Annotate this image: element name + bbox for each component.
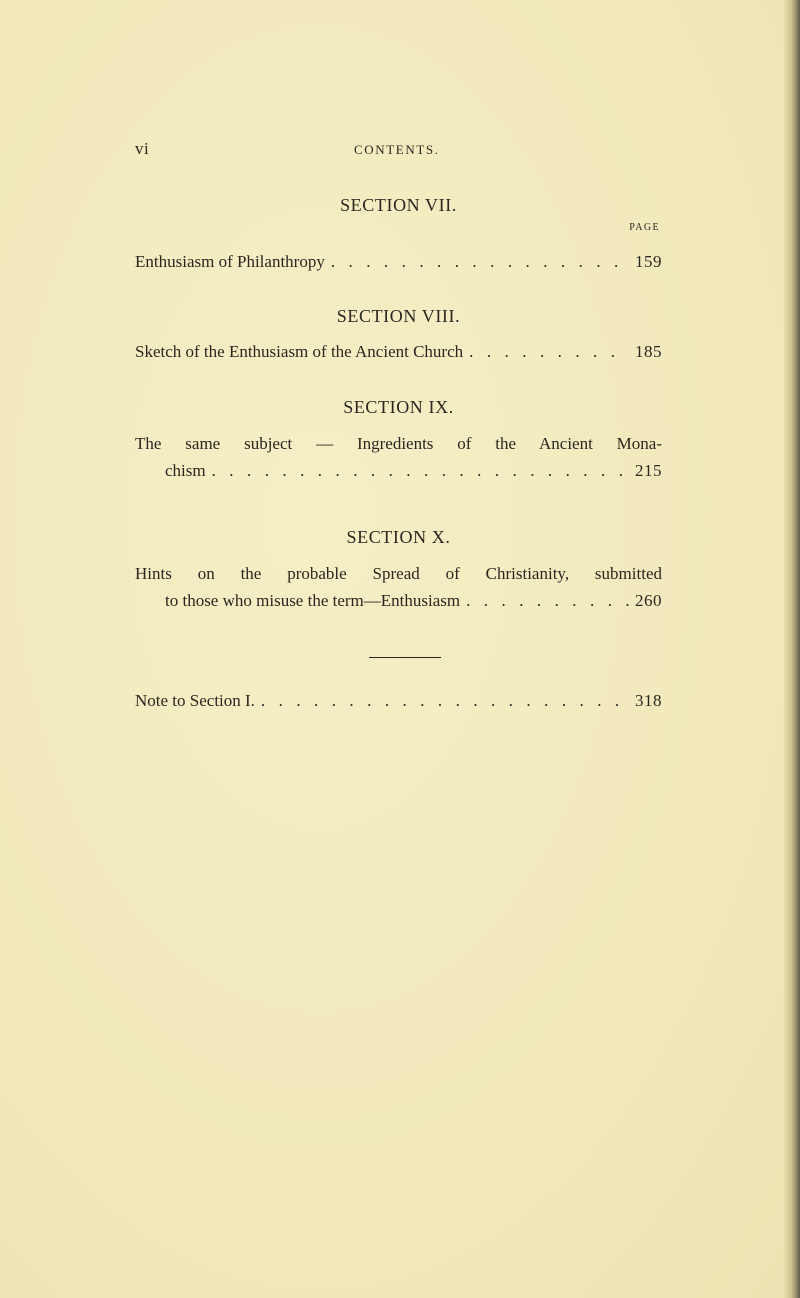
leader-dots [255, 687, 629, 714]
toc-entry-section-x[interactable] [135, 560, 662, 614]
entry-title-line-1: Hints on the probable Spread of Christianity, submitted [135, 564, 662, 583]
leader-dots [206, 457, 629, 484]
leader-dots [463, 338, 629, 365]
section-heading-vii: SECTION VII. [340, 195, 457, 215]
section-divider-rule [369, 657, 441, 658]
entry-title-line-2: chism [165, 461, 206, 480]
section-heading-viii: SECTION VIII. [336, 306, 461, 326]
entry-title: Note to Section I. [135, 691, 255, 710]
toc-entry-section-vii[interactable] [135, 248, 662, 275]
page-header [135, 139, 662, 163]
toc-entry-section-ix[interactable] [135, 430, 662, 484]
leader-dots [325, 248, 629, 275]
toc-entry-section-viii[interactable] [135, 338, 662, 365]
page-edge [784, 0, 800, 1298]
section-heading-ix: SECTION IX. [343, 397, 454, 417]
entry-title-line-1: The same subject — Ingredients of the Ancient Mona- [135, 434, 662, 453]
entry-title: Enthusiasm of Philanthropy [135, 252, 325, 271]
folio-number: vi [135, 139, 150, 158]
entry-page-number: 260 [635, 591, 662, 610]
entry-page-number: 159 [635, 252, 662, 271]
entry-title-line-2: to those who misuse the term—Enthusiasm [165, 591, 461, 610]
entry-page-number: 185 [635, 342, 662, 361]
entry-page-number: 215 [635, 461, 662, 480]
entry-page-number: 318 [635, 691, 662, 710]
page-column-label: PAGE [629, 222, 660, 233]
running-title: CONTENTS. [354, 142, 440, 157]
section-heading-x: SECTION X. [346, 527, 451, 547]
toc-entry-note[interactable] [135, 687, 662, 714]
entry-title: Sketch of the Enthusiasm of the Ancient Church [135, 342, 464, 361]
leader-dots [460, 587, 629, 614]
